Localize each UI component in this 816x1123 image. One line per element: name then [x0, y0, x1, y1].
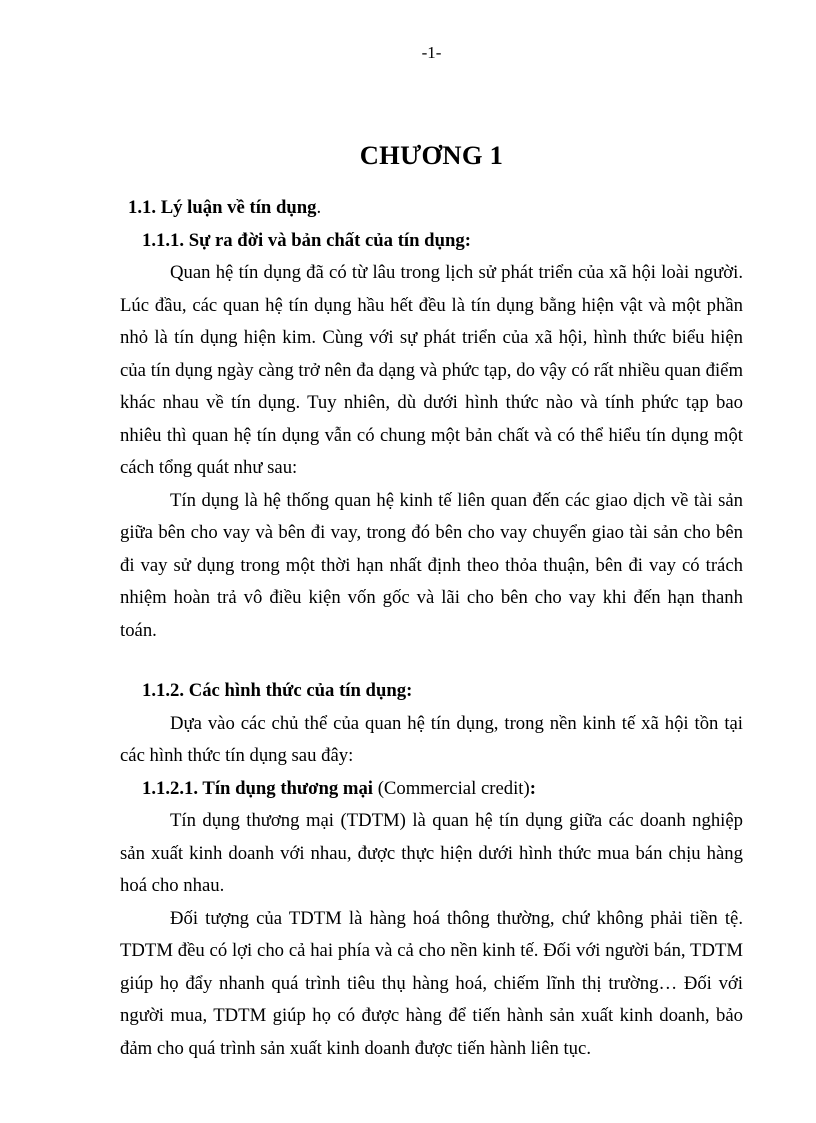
section-heading-1-1-2-1-title: 1.1.2.1. Tín dụng thương mại — [142, 777, 378, 799]
section-heading-1-1-period: . — [316, 197, 322, 218]
page-number: -1- — [421, 43, 442, 62]
section-heading-1-1-2-1-colon: : — [529, 777, 536, 799]
paragraph-commercial-credit-definition: Tín dụng thương mại (TDTM) là quan hệ tín dụng giữa các doanh nghiệp sản xuất kinh doanh với nhau, được thực hiện dưới hình thức mua bán chịu hàng hoá cho nhau. — [120, 810, 743, 896]
chapter-title: CHƯƠNG 1 — [359, 140, 504, 170]
paragraph-commercial-credit-benefits: Đối tượng của TDTM là hàng hoá thông thường, chứ không phải tiền tệ. TDTM đều có lợi cho cả hai phía và cả cho nền kinh tế. Đối với người bán, TDTM giúp họ đẩy nhanh quá trình tiêu thụ hàng hoá, chiếm lĩnh thị trường… Đối với người mua, TDTM giúp họ có được hàng để tiến hành sản xuất kinh doanh, bảo đảm cho quá trình sản xuất kinh doanh được tiến hành liên tục. — [120, 907, 743, 1059]
section-heading-1-1-2-1-english-term: (Commercial credit) — [377, 777, 530, 799]
section-heading-1-1-2: 1.1.2. Các hình thức của tín dụng: — [142, 680, 413, 701]
paragraph-credit-definition: Tín dụng là hệ thống quan hệ kinh tế liên quan đến các giao dịch về tài sản giữa bên cho vay và bên đi vay, trong đó bên cho vay chuyển giao tài sản cho bên đi vay sử dụng trong một thời hạn nhất định theo thỏa thuận, bên đi vay có trách nhiệm hoàn trả vô điều kiện vốn gốc và lãi cho bên cho vay khi đến hạn thanh toán. — [120, 489, 743, 641]
section-heading-1-1-text: 1.1. Lý luận về tín dụng — [128, 197, 317, 218]
section-heading-1-1 — [128, 192, 743, 225]
paragraph-credit-history: Quan hệ tín dụng đã có từ lâu trong lịch sử phát triển của xã hội loài người. Lúc đầu, các quan hệ tín dụng hầu hết đều là tín dụng bằng hiện vật và một phần nhỏ là tín dụng hiện kim. Cùng với sự phát triển của xã hội, hình thức biểu hiện của tín dụng ngày càng trở nên đa dạng và phức tạp, do vậy có rất nhiều quan điểm khác nhau về tín dụng. Tuy nhiên, dù dưới hình thức nào và tính phức tạp bao nhiêu thì quan hệ tín dụng vẫn có chung một bản chất và có thể hiểu tín dụng một cách tổng quát như sau: — [120, 262, 743, 478]
section-heading-1-1-1: 1.1.1. Sự ra đời và bản chất của tín dụng: — [142, 229, 471, 251]
section-heading-1-1-2-1 — [142, 773, 743, 806]
paragraph-credit-forms-intro: Dựa vào các chủ thể của quan hệ tín dụng, trong nền kinh tế xã hội tồn tại các hình thức tín dụng sau đây: — [120, 712, 743, 766]
